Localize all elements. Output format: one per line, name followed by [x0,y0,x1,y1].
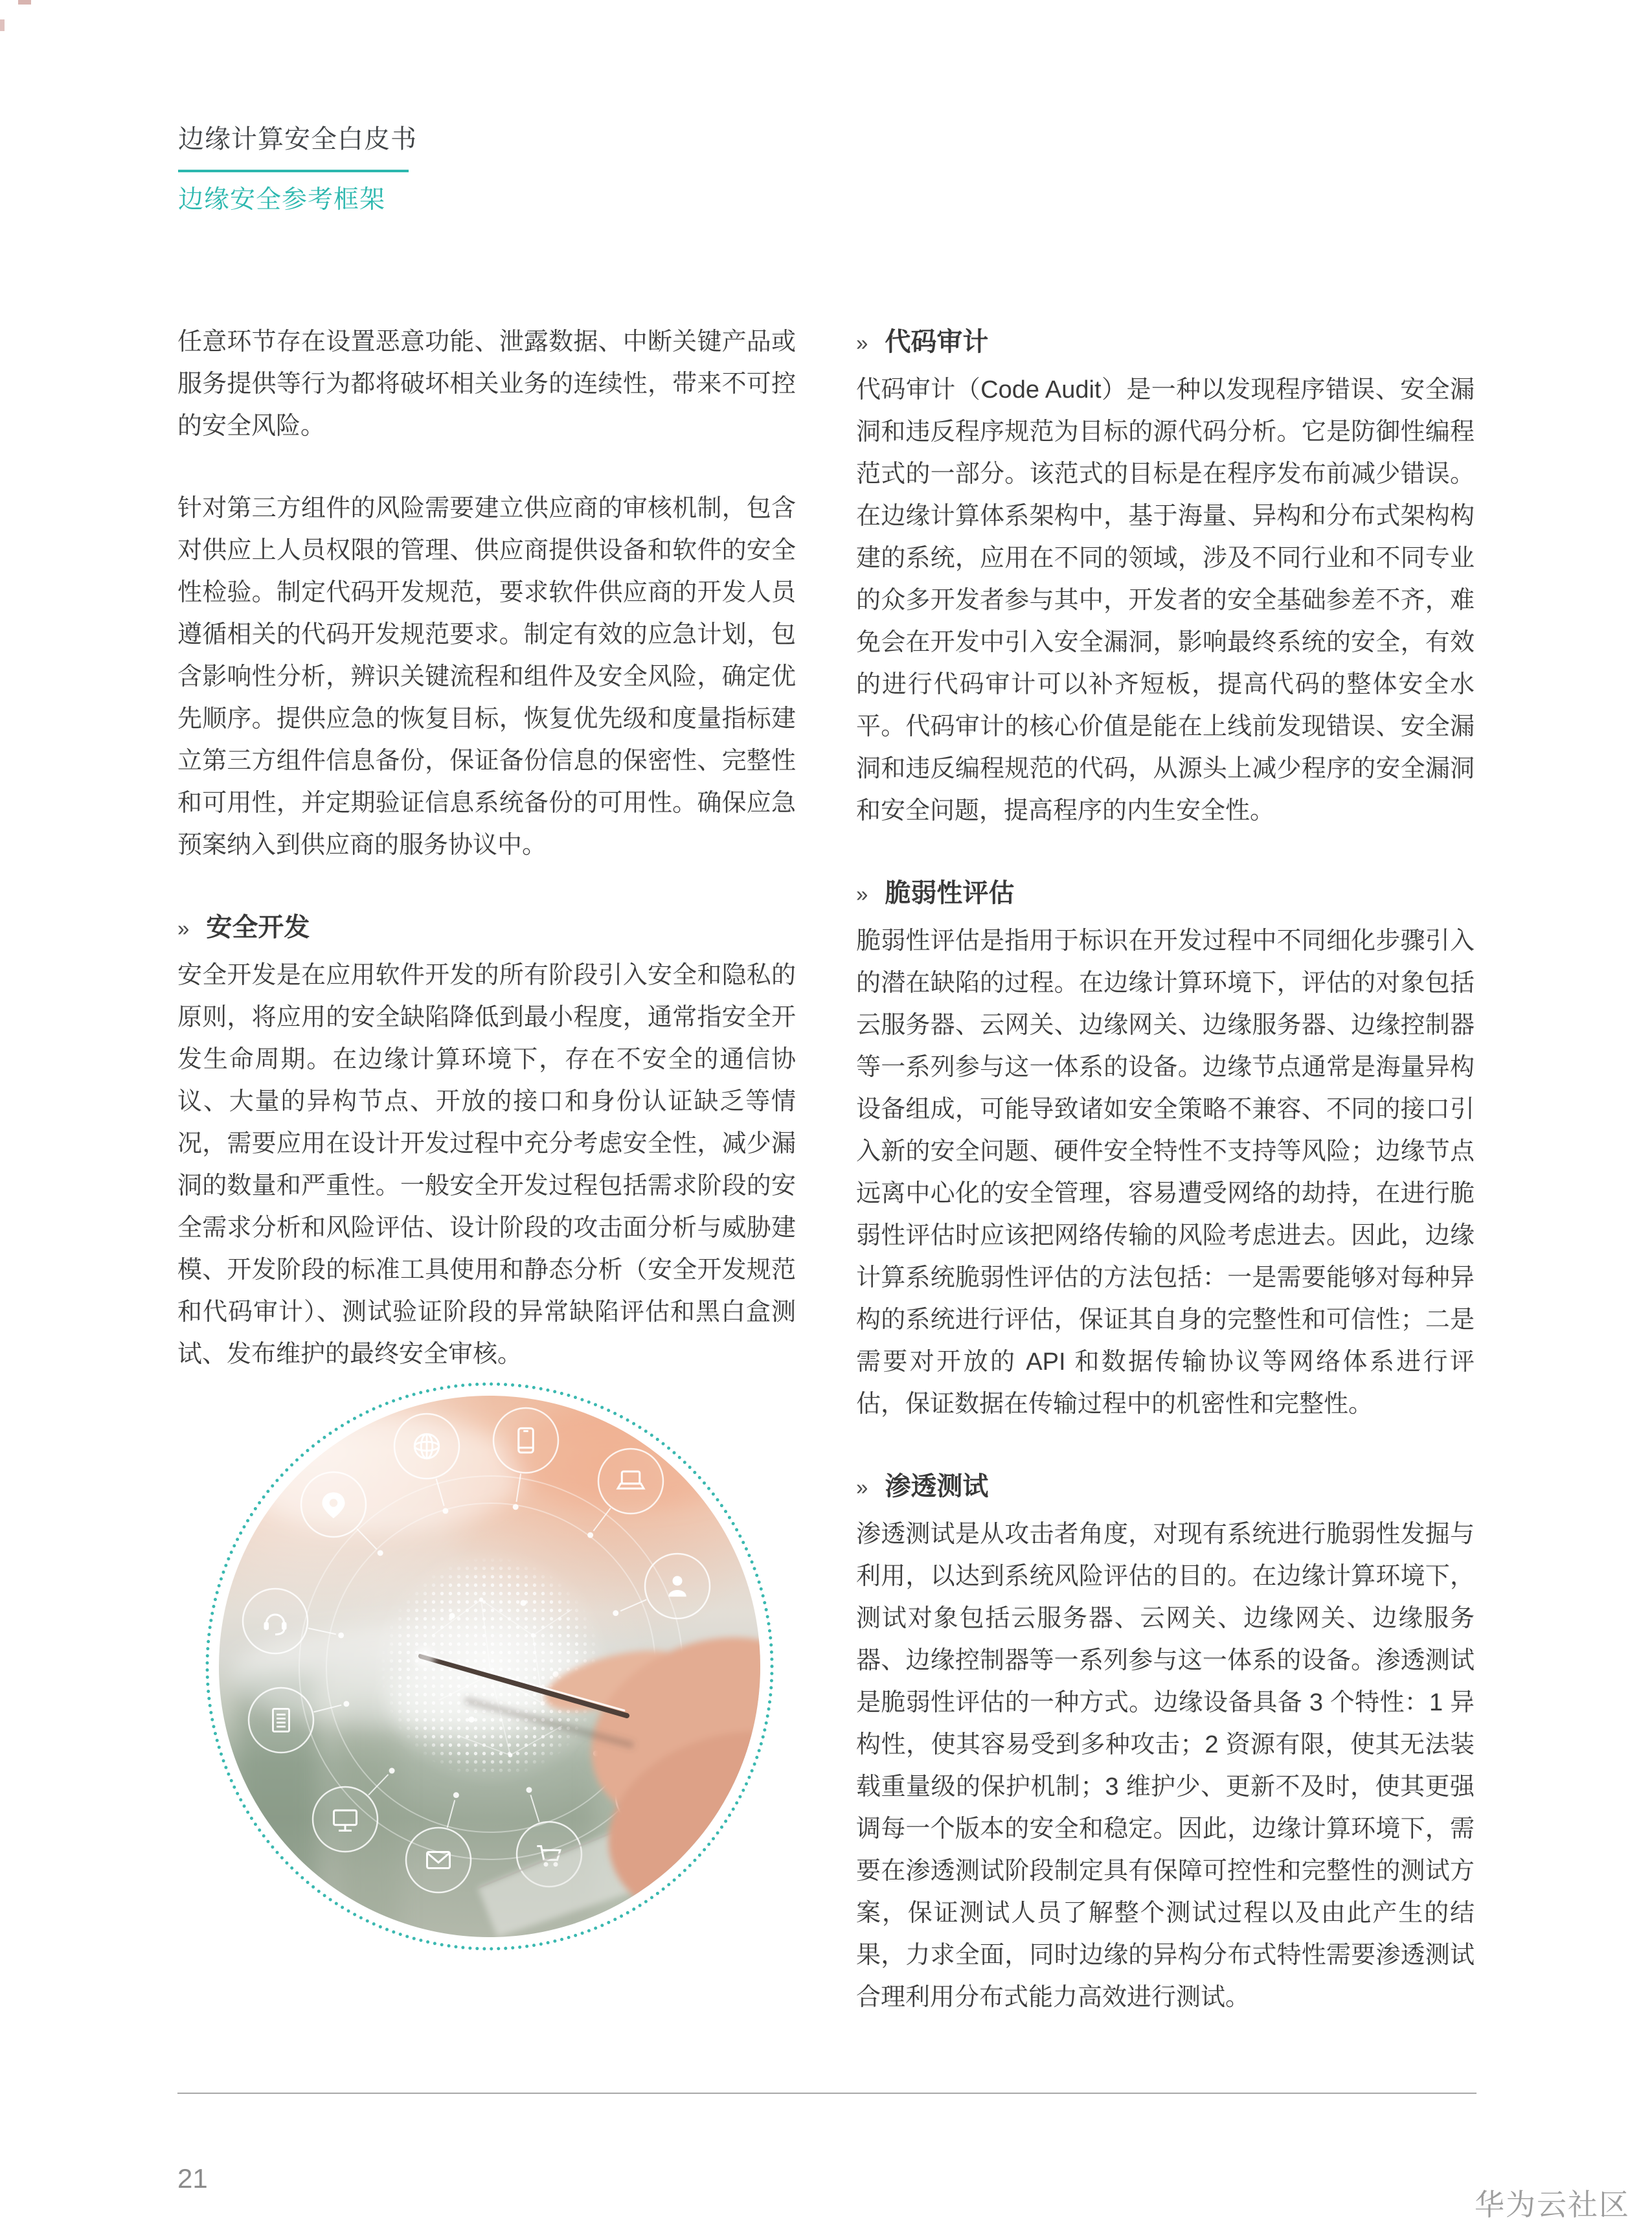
corner-mark [18,0,31,5]
body-paragraph: 任意环节存在设置恶意功能、泄露数据、中断关键产品或服务提供等行为都将破坏相关业务的连续性，带来不可控的安全风险。 [177,328,796,440]
section-安全开发 [177,907,796,1376]
watermark: 华为云社区 [1475,2188,1630,2221]
section-marker-icon: » [856,1475,868,1499]
section-渗透测试 [856,1466,1475,2019]
section-heading [856,1466,1475,1508]
section-marker-icon: » [177,916,190,940]
accent-rule [178,170,409,172]
chapter-subtitle: 边缘安全参考框架 [178,186,386,214]
section-代码审计 [856,321,1475,832]
footer-divider [177,2093,1477,2094]
section-body: 渗透测试是从攻击者角度，对现有系统进行脆弱性发掘与利用，以达到系统风险评估的目的。在边缘计算环境下，测试对象包括云服务器、云网关、边缘网关、边缘服务器、边缘控制器等一系列参与这一体系的设备。渗透测试是脆弱性评估的一种方式。边缘设备具备 3 个特性：1 异构性，使其容易受到多种攻击；2 资源有限，使其无法装载重量级的保护机制；3 维护少、更新不及时，使其更强调每一个版本的安全和稳定。因此，边缘计算环境下，需要在渗透测试阶段制定具有保障可控性和完整性的测试方案，保证测试人员了解整个测试过程以及由此产生的结果，力求全面，同时边缘的异构分布式特性需要渗透测试合理利用分布式能力高效进行测试。 [856,1521,1475,2011]
column-left [177,321,796,1416]
figure-circular-photo [205,1381,775,1951]
section-body: 脆弱性评估是指用于标识在开发过程中不同细化步骤引入的潜在缺陷的过程。在边缘计算环境下，评估的对象包括云服务器、云网关、边缘网关、边缘服务器、边缘控制器等一系列参与这一体系的设备。边缘节点通常是海量异构设备组成，可能导致诸如安全策略不兼容、不同的接口引入新的安全问题、硬件安全特性不支持等风险；边缘节点远离中心化的安全管理，容易遭受网络的劫持，在进行脆弱性评估时应该把网络传输的风险考虑进去。因此，边缘计算系统脆弱性评估的方法包括：一是需要能够对每种异构的系统进行评估，保证其自身的完整性和可信性；二是需要对开放的 API 和数据传输协议等网络体系进行评估，保证数据在传输过程中的机密性和完整性。 [856,927,1475,1418]
section-body: 代码审计（Code Audit）是一种以发现程序错误、安全漏洞和违反程序规范为目标的源代码分析。它是防御性编程范式的一部分。该范式的目标是在程序发布前减少错误。在边缘计算体系架构中，基于海量、异构和分布式架构构建的系统，应用在不同的领域，涉及不同行业和不同专业的众多开发者参与其中，开发者的安全基础参差不齐，难免会在开发中引入安全漏洞，影响最终系统的安全，有效的进行代码审计可以补齐短板，提高代码的整体安全水平。代码审计的核心价值是能在上线前发现错误、安全漏洞和违反编程规范的代码，从源头上减少程序的安全漏洞和安全问题，提高程序的内生安全性。 [856,376,1475,824]
wireframe-globe [371,1548,611,1788]
section-heading [177,907,796,949]
person-icon [613,1554,710,1618]
column-right [856,321,1475,2059]
section-body: 安全开发是在应用软件开发的所有阶段引入安全和隐私的原则，将应用的安全缺陷降低到最小程度，通常指安全开发生命周期。在边缘计算环境下，存在不安全的通信协议、大量的异构节点、开放的接口和身份认证缺乏等情况，需要应用在设计开发过程中充分考虑安全性，减少漏洞的数量和严重性。一般安全开发过程包括需求阶段的安全需求分析和风险评估、设计阶段的攻击面分析与威胁建模、开发阶段的标准工具使用和静态分析（安全开发规范和代码审计）、测试验证阶段的异常缺陷评估和黑白盒测试、发布维护的最终安全审核。 [177,962,796,1368]
section-title: 安全开发 [206,913,310,942]
section-heading [856,321,1475,364]
corner-mark [0,19,5,31]
page-header [178,123,417,216]
mail-icon [406,1792,471,1892]
section-heading [856,872,1475,915]
section-title: 渗透测试 [885,1472,989,1501]
photo-circle [219,1396,760,1937]
section-marker-icon: » [856,882,868,906]
section-title: 脆弱性评估 [885,879,1015,907]
section-title: 代码审计 [885,328,989,356]
page-number: 21 [177,2163,208,2194]
body-paragraph: 针对第三方组件的风险需要建立供应商的审核机制，包含对供应上人员权限的管理、供应商提供设备和软件的安全性检验。制定代码开发规范，要求软件供应商的开发人员遵循相关的代码开发规范要求。制定有效的应急计划，包含影响性分析，辨识关键流程和组件及安全风险，确定优先顺序。提供应急的恢复目标，恢复优先级和度量指标建立第三方组件信息备份，保证备份信息的保密性、完整性和可用性，并定期验证信息系统备份的可用性。确保应急预案纳入到供应商的服务协议中。 [177,495,796,859]
document-title: 边缘计算安全白皮书 [178,125,417,153]
section-marker-icon: » [856,331,868,355]
section-脆弱性评估 [856,872,1475,1425]
